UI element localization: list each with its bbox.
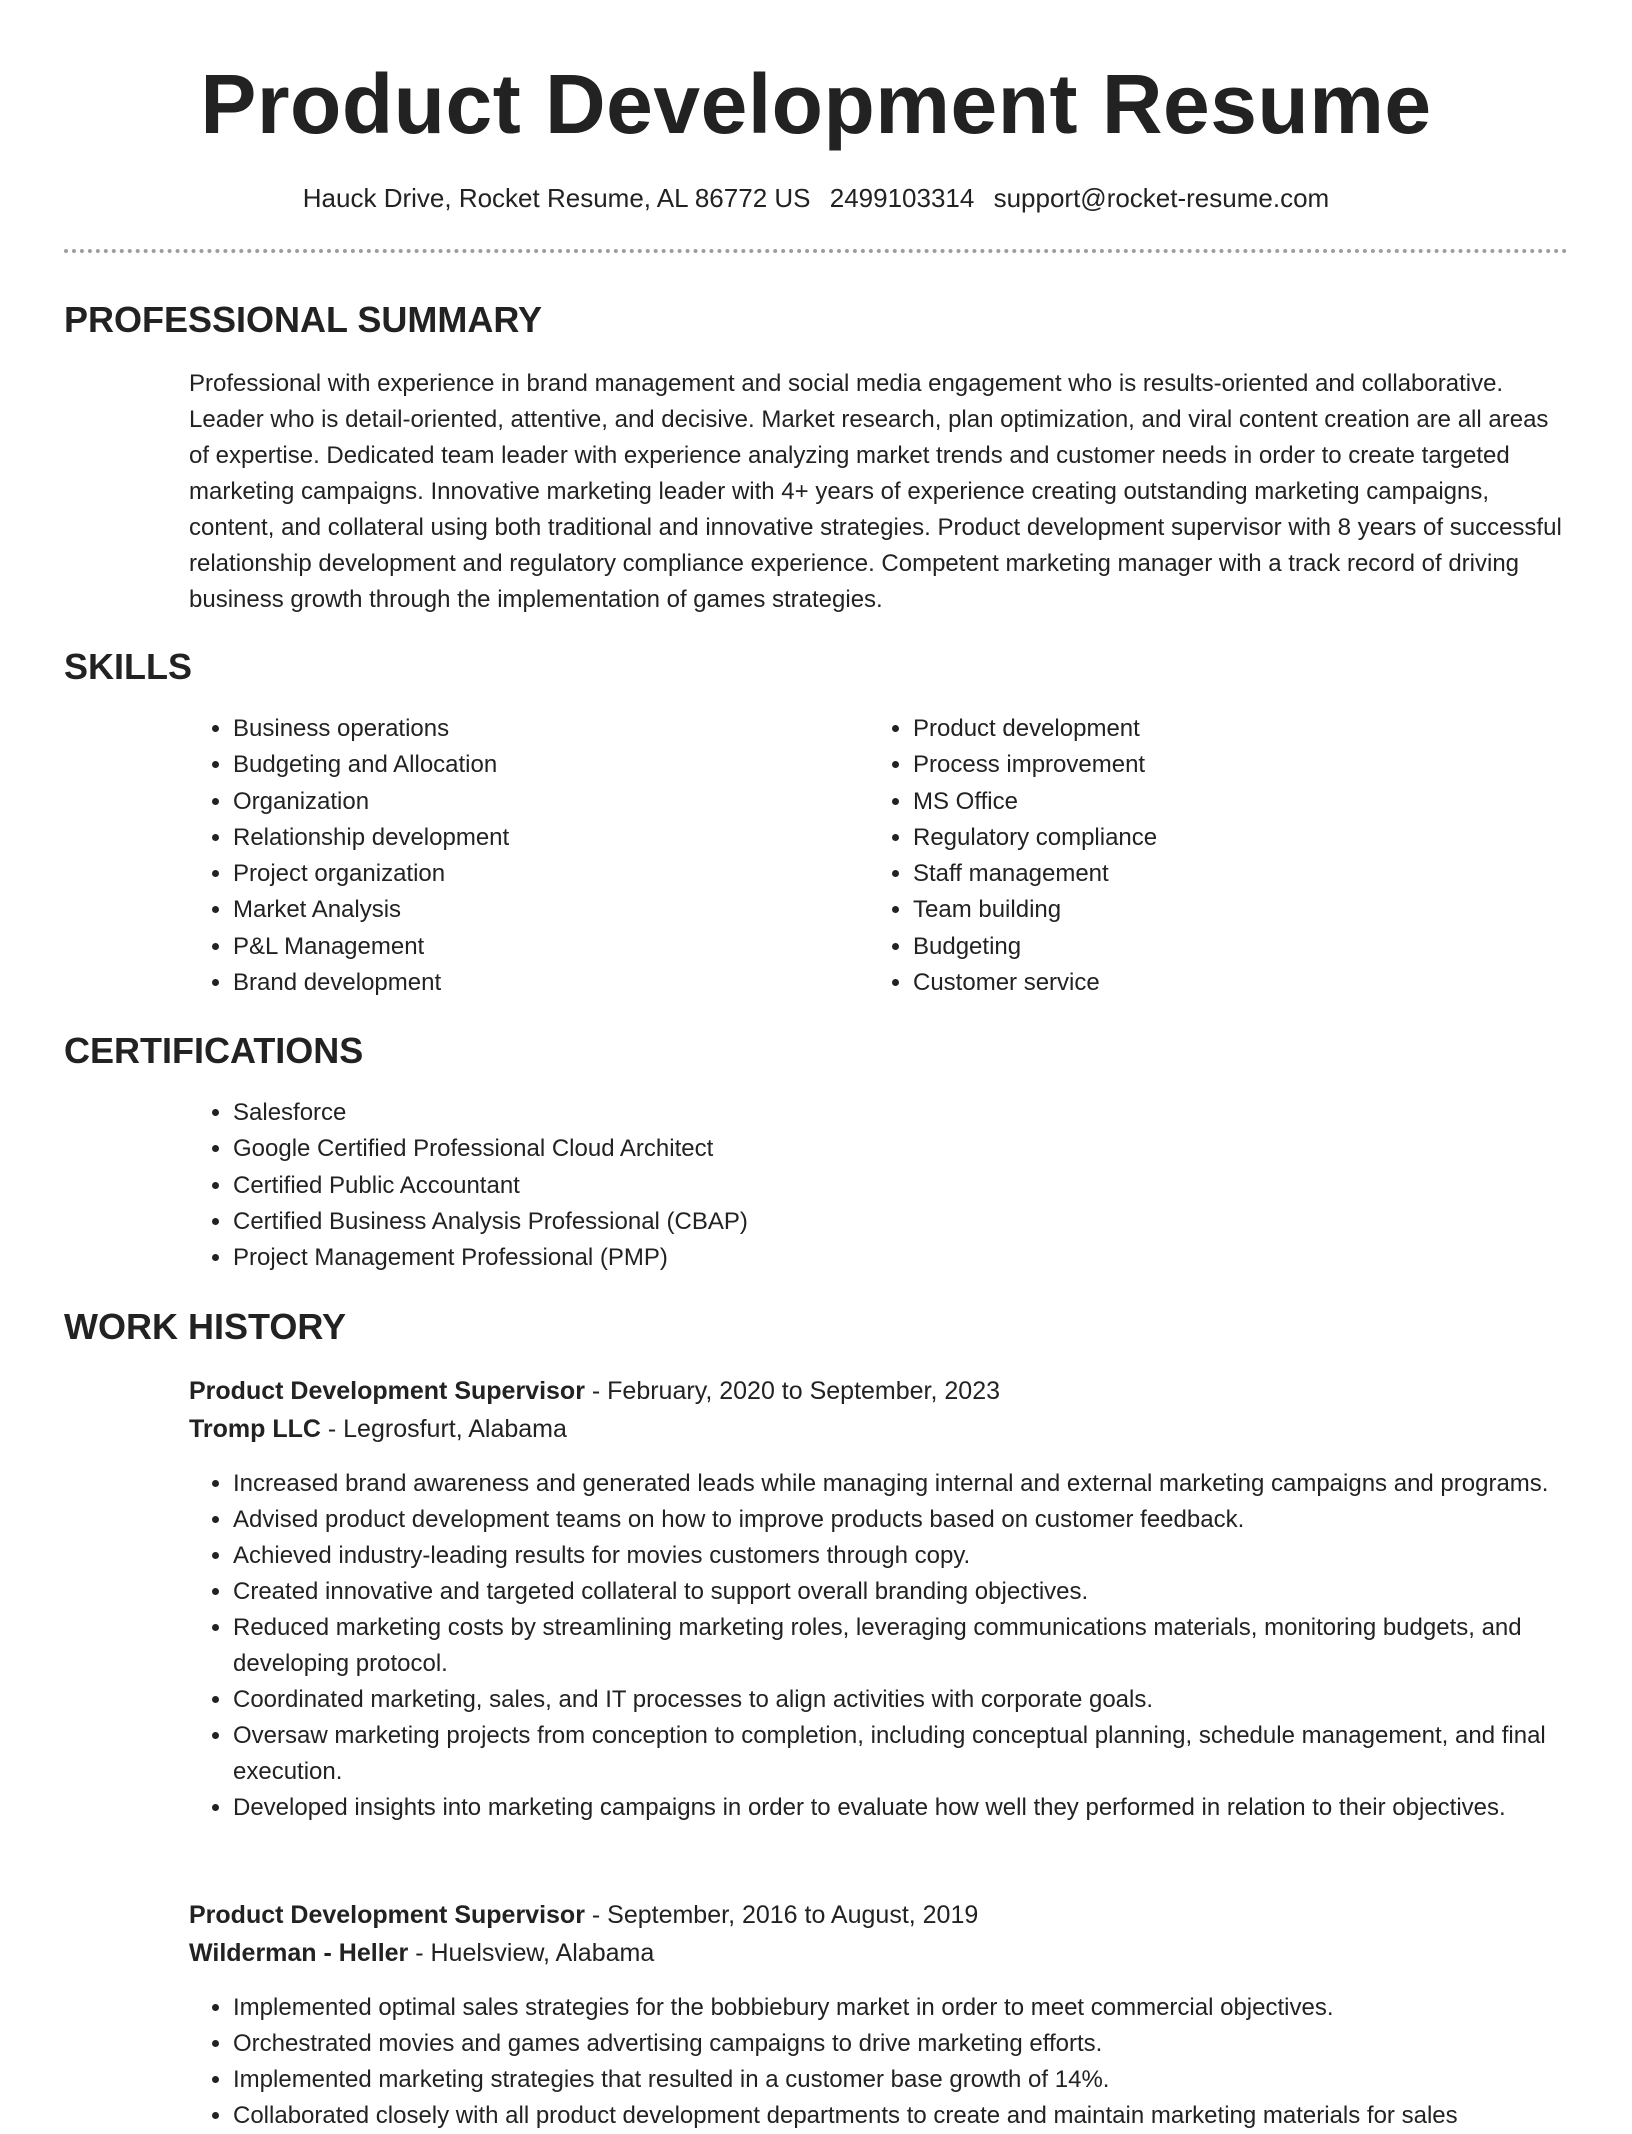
work-history-heading: WORK HISTORY [64,1306,347,1347]
job-location: - Huelsview, Alabama [408,1939,655,1967]
skill-item: • MS Office [913,784,1513,820]
job-title: Product Development Supervisor [189,1901,585,1929]
skills-heading: SKILLS [64,646,193,687]
skill-item: • Relationship development [233,820,833,856]
duty-item: • Developed insights into marketing campaigns in order to evaluate how well they performed in relation to their objectives. [233,1790,1569,1826]
skill-item: • Budgeting [913,929,1513,965]
skill-item: • Process improvement [913,747,1513,783]
job-title-line [189,1896,1569,1934]
skill-item: • Organization [233,784,833,820]
job-company-line [189,1934,1569,1972]
duty-item: • Achieved industry-leading results for movies customers through copy. [233,1538,1569,1574]
summary-heading: PROFESSIONAL SUMMARY [64,299,543,340]
header-divider [64,249,1568,253]
skill-item: • Regulatory compliance [913,820,1513,856]
duty-item: • Created innovative and targeted collateral to support overall branding objectives. [233,1574,1569,1610]
certifications-list [189,1095,1533,1276]
skill-item: • Team building [913,892,1513,928]
duty-item: • Advised product development teams on how to improve products based on customer feedback. [233,1502,1569,1538]
duty-item: • Increased brand awareness and generated leads while managing internal and external marketing campaigns and programs. [233,1466,1569,1502]
job-location: - Legrosfurt, Alabama [320,1415,567,1443]
job-duties-list [189,1990,1569,2134]
duty-item: • Collaborated closely with all product development departments to create and maintain marketing materials for sales [233,2098,1569,2134]
job-dates: - September, 2016 to August, 2019 [584,1901,979,1929]
certification-item: • Certified Public Accountant [233,1168,1533,1204]
skill-item: • Project organization [233,856,833,892]
job-duties-list [189,1466,1569,1826]
duty-item: • Reduced marketing costs by streamlining marketing roles, leveraging communications materials, monitoring budgets, and developing protocol. [233,1610,1569,1682]
skill-item: • Customer service [913,965,1513,1001]
job-company: Tromp LLC [189,1415,321,1443]
job-title-line [189,1372,1569,1410]
certification-item: • Project Management Professional (PMP) [233,1240,1533,1276]
duty-item: • Oversaw marketing projects from conception to completion, including conceptual planning, schedule management, and final execution. [233,1718,1569,1790]
skills-list-left [189,711,833,1001]
skill-item: • Budgeting and Allocation [233,747,833,783]
contact-line [0,180,1632,216]
skill-item: • Brand development [233,965,833,1001]
skill-item: • P&L Management [233,929,833,965]
duty-item: • Implemented marketing strategies that resulted in a customer base growth of 14%. [233,2062,1569,2098]
duty-item: • Implemented optimal sales strategies for the bobbiebury market in order to meet commercial objectives. [233,1990,1569,2026]
certifications-heading: CERTIFICATIONS [64,1030,364,1071]
certification-item: • Certified Business Analysis Professional (CBAP) [233,1204,1533,1240]
contact-address: Hauck Drive, Rocket Resume, AL 86772 US [302,183,811,213]
skills-list-right [869,711,1513,1001]
duty-item: • Orchestrated movies and games advertising campaigns to drive marketing efforts. [233,2026,1569,2062]
job-title: Product Development Supervisor [189,1377,585,1405]
resume-title: Product Development Resume [200,57,1432,151]
summary-text: Professional with experience in brand management and social media engagement who is results-oriented and collaborative. Leader who is detail-oriented, attentive, and decisive. Market research, plan optimization, and viral content creation are all areas of expertise. Dedicated team leader with experience analyzing market trends and customer needs in order to create targeted marketing campaigns. Innovative marketing leader with 4+ years of experience creating outstanding marketing campaigns, content, and collateral using both traditional and innovative strategies. Product development supervisor with 8 years of successful relationship development and regulatory compliance experience. Competent marketing manager with a track record of driving business growth through the implementation of games strategies. [189,370,1562,613]
job-company-line [189,1410,1569,1448]
duty-item: • Coordinated marketing, sales, and IT processes to align activities with corporate goals. [233,1682,1569,1718]
certification-item: • Salesforce [233,1095,1533,1131]
skill-item: • Staff management [913,856,1513,892]
contact-email: support@rocket-resume.com [993,183,1330,213]
contact-phone: 2499103314 [829,183,975,213]
skill-item: • Business operations [233,711,833,747]
certification-item: • Google Certified Professional Cloud Architect [233,1131,1533,1167]
job-dates: - February, 2020 to September, 2023 [584,1377,1001,1405]
job-company: Wilderman - Heller [189,1939,409,1967]
skill-item: • Market Analysis [233,892,833,928]
skill-item: • Product development [913,711,1513,747]
